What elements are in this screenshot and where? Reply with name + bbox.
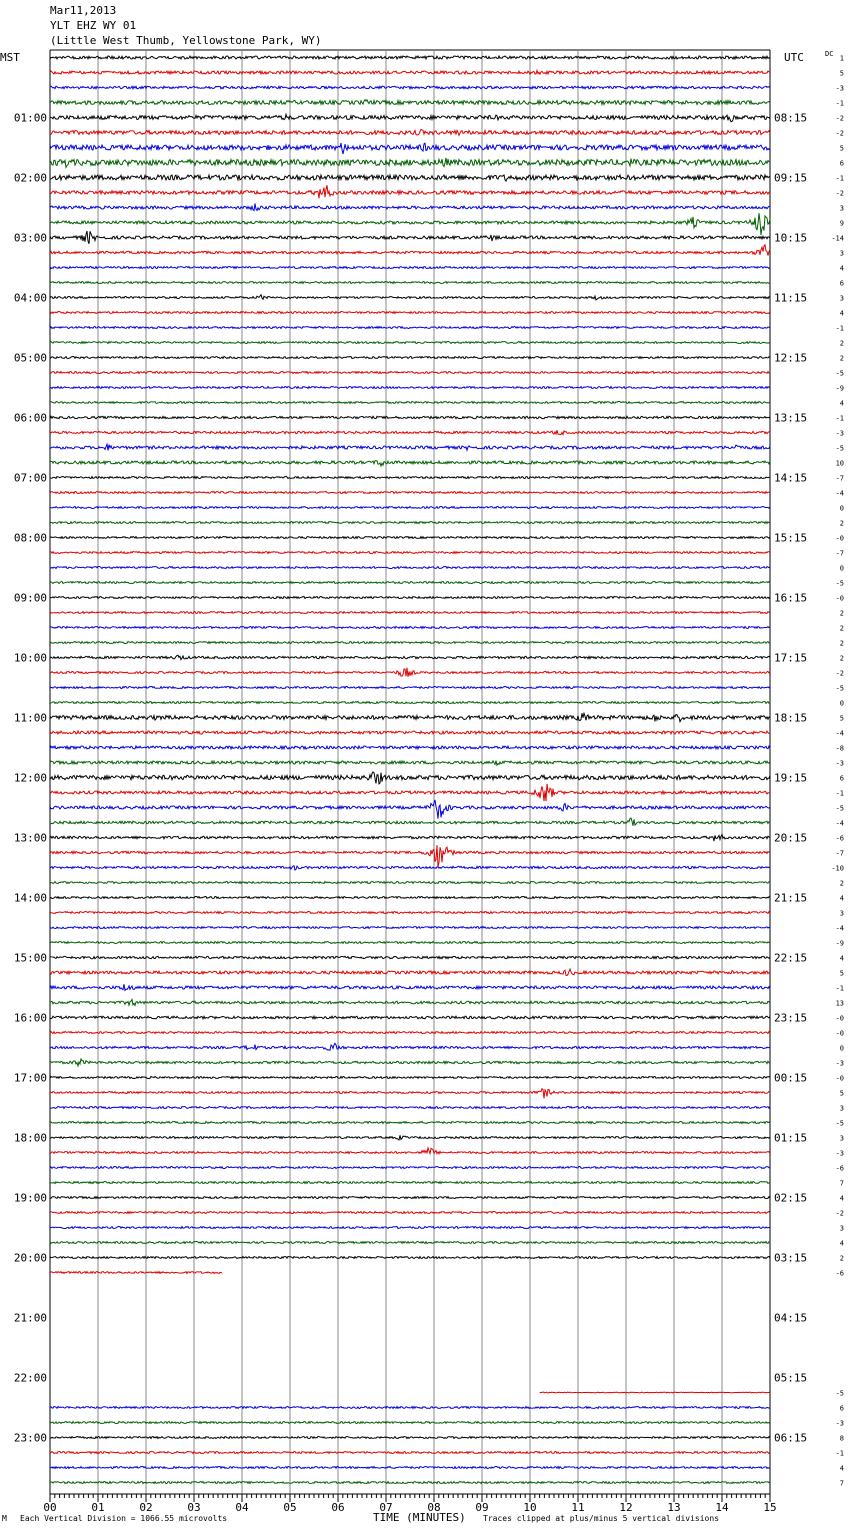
trace-row xyxy=(50,942,770,944)
utc-hour-label: 17:15 xyxy=(774,651,808,665)
trace-row xyxy=(50,761,770,766)
trace-row xyxy=(50,522,770,524)
dc-offset-value: -1 xyxy=(835,984,844,993)
trace-row xyxy=(540,1392,770,1393)
scale-note: Each Vertical Division = 1066.55 microvolts xyxy=(20,1514,228,1523)
dc-offset-value: 7 xyxy=(839,1479,844,1488)
trace-row xyxy=(50,1182,770,1184)
dc-offset-value: -7 xyxy=(835,474,844,483)
mst-hour-label: 21:00 xyxy=(13,1311,47,1325)
x-tick-label: 07 xyxy=(379,1501,393,1514)
utc-hour-label: 21:15 xyxy=(774,891,808,905)
dc-offset-value: 0 xyxy=(839,504,844,513)
dc-offset-value: 4 xyxy=(839,1239,844,1248)
trace-row xyxy=(50,1227,770,1229)
trace-row xyxy=(50,203,770,210)
dc-offset-value: -5 xyxy=(835,369,844,378)
dc-offset-value: -2 xyxy=(835,114,844,123)
trace-row xyxy=(50,1467,770,1469)
trace-row xyxy=(50,845,770,867)
dc-offset-value: 2 xyxy=(839,339,844,348)
dc-offset-value: -6 xyxy=(835,1164,844,1173)
trace-row xyxy=(50,1272,222,1274)
trace-row xyxy=(50,158,770,168)
dc-offset-value: -2 xyxy=(835,189,844,198)
dc-offset-value: -1 xyxy=(835,1449,844,1458)
dc-header: DC xyxy=(825,50,834,58)
dc-offset-value: -2 xyxy=(835,1209,844,1218)
trace-row xyxy=(50,668,770,677)
trace-row xyxy=(50,612,770,614)
dc-offset-value: -8 xyxy=(835,744,844,753)
trace-row xyxy=(50,231,770,244)
trace-row xyxy=(50,800,770,819)
trace-row xyxy=(50,70,770,74)
dc-offset-value: 6 xyxy=(839,774,844,783)
mst-hour-label: 22:00 xyxy=(13,1371,47,1385)
trace-row xyxy=(50,245,770,256)
utc-hour-label: 11:15 xyxy=(774,291,808,305)
trace-row xyxy=(50,927,770,929)
trace-row xyxy=(50,897,770,899)
dc-offset-value: -3 xyxy=(835,759,844,768)
mst-hour-label: 02:00 xyxy=(13,171,47,185)
dc-offset-value: 5 xyxy=(839,969,844,978)
dc-offset-value: -0 xyxy=(835,594,844,603)
utc-hour-label: 08:15 xyxy=(774,111,808,125)
dc-offset-value: -1 xyxy=(835,99,844,108)
dc-offset-value: 2 xyxy=(839,1254,844,1263)
mst-hour-label: 05:00 xyxy=(13,351,47,365)
trace-row xyxy=(50,713,770,721)
trace-row xyxy=(50,327,770,329)
dc-offset-value: -3 xyxy=(835,1149,844,1158)
utc-hour-label: 19:15 xyxy=(774,771,808,785)
x-tick-label: 01 xyxy=(91,1501,105,1514)
dc-offset-value: -10 xyxy=(831,864,844,873)
trace-row xyxy=(50,1407,770,1409)
dc-offset-value: -0 xyxy=(835,1014,844,1023)
trace-row xyxy=(50,1167,770,1169)
x-tick-label: 11 xyxy=(571,1501,585,1514)
mst-hour-label: 19:00 xyxy=(13,1191,47,1205)
dc-offset-value: 6 xyxy=(839,279,844,288)
dc-offset-value: -0 xyxy=(835,534,844,543)
x-axis-title: TIME (MINUTES) xyxy=(373,1511,466,1524)
dc-offset-value: 4 xyxy=(839,954,844,963)
trace-row xyxy=(50,175,770,181)
utc-hour-label: 16:15 xyxy=(774,591,808,605)
dc-offset-value: -3 xyxy=(835,429,844,438)
trace-row xyxy=(50,835,770,842)
dc-offset-value: 3 xyxy=(839,294,844,303)
mst-hour-label: 09:00 xyxy=(13,591,47,605)
dc-offset-value: -5 xyxy=(835,1389,844,1398)
trace-row xyxy=(50,295,770,300)
trace-row xyxy=(50,627,770,629)
x-tick-label: 02 xyxy=(139,1501,153,1514)
x-tick-label: 14 xyxy=(715,1501,729,1514)
trace-row xyxy=(50,1043,770,1050)
mst-hour-label: 11:00 xyxy=(13,711,47,725)
mst-hour-label: 13:00 xyxy=(13,831,47,845)
utc-hour-label: 04:15 xyxy=(774,1311,808,1325)
dc-offset-value: -2 xyxy=(835,669,844,678)
trace-row xyxy=(50,984,770,990)
seismic-traces xyxy=(50,56,770,1484)
dc-offset-value: 1 xyxy=(839,54,844,63)
trace-row xyxy=(50,267,770,269)
dc-offset-value: 2 xyxy=(839,624,844,633)
dc-offset-value: -7 xyxy=(835,549,844,558)
dc-offset-value: -1 xyxy=(835,789,844,798)
trace-row xyxy=(50,357,770,359)
dc-offset-value: 3 xyxy=(839,204,844,213)
dc-offset-value: 4 xyxy=(839,399,844,408)
trace-row xyxy=(50,702,770,704)
dc-offset-value: -5 xyxy=(835,804,844,813)
trace-row xyxy=(50,1242,770,1244)
trace-row xyxy=(50,999,770,1005)
dc-offset-value: 3 xyxy=(839,1224,844,1233)
utc-hour-label: 14:15 xyxy=(774,471,808,485)
trace-row xyxy=(50,1077,770,1079)
mst-hour-label: 17:00 xyxy=(13,1071,47,1085)
mst-hour-label: 08:00 xyxy=(13,531,47,545)
mst-hour-label: 14:00 xyxy=(13,891,47,905)
trace-row xyxy=(50,507,770,509)
trace-row xyxy=(50,1016,770,1019)
dc-offset-value: -14 xyxy=(831,234,844,243)
time-labels xyxy=(0,50,844,1488)
trace-row xyxy=(50,86,770,89)
trace-row xyxy=(50,746,770,749)
corner-mark: M xyxy=(2,1514,7,1523)
dc-offset-value: -1 xyxy=(835,174,844,183)
dc-offset-value: 13 xyxy=(835,999,844,1008)
mst-hour-label: 01:00 xyxy=(13,111,47,125)
x-tick-label: 10 xyxy=(523,1501,537,1514)
dc-offset-value: 4 xyxy=(839,1194,844,1203)
dc-offset-value: 10 xyxy=(835,459,844,468)
trace-row xyxy=(50,1107,770,1109)
mst-hour-label: 23:00 xyxy=(13,1431,47,1445)
dc-offset-value: 2 xyxy=(839,609,844,618)
dc-offset-value: 2 xyxy=(839,639,844,648)
trace-row xyxy=(50,100,770,105)
x-tick-label: 05 xyxy=(283,1501,297,1514)
trace-row xyxy=(50,818,770,826)
x-tick-label: 13 xyxy=(667,1501,681,1514)
dc-offset-value: -0 xyxy=(835,1074,844,1083)
trace-row xyxy=(50,1122,770,1124)
x-tick-label: 03 xyxy=(187,1501,201,1514)
dc-offset-value: 0 xyxy=(839,699,844,708)
dc-offset-value: -9 xyxy=(835,384,844,393)
mst-hour-label: 20:00 xyxy=(13,1251,47,1265)
x-tick-label: 15 xyxy=(763,1501,777,1514)
utc-hour-label: 22:15 xyxy=(774,951,808,965)
trace-row xyxy=(50,866,770,870)
station-code: YLT EHZ WY 01 xyxy=(50,19,137,32)
dc-offset-value: -6 xyxy=(835,1269,844,1278)
dc-offset-value: 3 xyxy=(839,249,844,258)
trace-row xyxy=(50,56,770,59)
mst-hour-label: 16:00 xyxy=(13,1011,47,1025)
trace-row xyxy=(50,882,770,884)
dc-offset-value: 4 xyxy=(839,264,844,273)
utc-hour-label: 15:15 xyxy=(774,531,808,545)
x-tick-label: 12 xyxy=(619,1501,633,1514)
dc-offset-value: 2 xyxy=(839,879,844,888)
trace-row xyxy=(50,567,770,569)
trace-row xyxy=(50,461,770,466)
trace-row xyxy=(50,312,770,314)
trace-row xyxy=(50,597,770,599)
x-tick-label: 08 xyxy=(427,1501,441,1514)
dc-offset-value: 3 xyxy=(839,1104,844,1113)
mst-hour-label: 03:00 xyxy=(13,231,47,245)
dc-offset-value: 5 xyxy=(839,714,844,723)
dc-offset-value: 4 xyxy=(839,1464,844,1473)
trace-row xyxy=(50,387,770,389)
dc-offset-value: -4 xyxy=(835,489,844,498)
dc-offset-value: -7 xyxy=(835,849,844,858)
dc-offset-value: -6 xyxy=(835,834,844,843)
trace-row xyxy=(50,1212,770,1214)
dc-offset-value: -3 xyxy=(835,1059,844,1068)
utc-hour-label: 12:15 xyxy=(774,351,808,365)
mst-hour-label: 07:00 xyxy=(13,471,47,485)
x-tick-label: 06 xyxy=(331,1501,345,1514)
x-tick-label: 00 xyxy=(43,1501,57,1514)
utc-hour-label: 18:15 xyxy=(774,711,808,725)
trace-row xyxy=(50,1422,770,1424)
dc-offset-value: 2 xyxy=(839,654,844,663)
trace-row xyxy=(50,1089,770,1098)
trace-row xyxy=(50,731,770,734)
trace-row xyxy=(50,1452,770,1454)
dc-offset-value: 5 xyxy=(839,144,844,153)
dc-offset-value: 6 xyxy=(839,1404,844,1413)
trace-row xyxy=(50,537,770,539)
utc-hour-label: 20:15 xyxy=(774,831,808,845)
utc-hour-label: 03:15 xyxy=(774,1251,808,1265)
dc-offset-value: 5 xyxy=(839,1089,844,1098)
trace-row xyxy=(50,956,770,958)
dc-offset-value: -1 xyxy=(835,414,844,423)
dc-offset-value: 0 xyxy=(839,564,844,573)
station-location: (Little West Thumb, Yellowstone Park, WY) xyxy=(50,34,322,47)
trace-row xyxy=(50,213,770,235)
trace-row xyxy=(50,969,770,976)
utc-hour-label: 09:15 xyxy=(774,171,808,185)
dc-offset-value: 3 xyxy=(839,909,844,918)
utc-hour-label: 10:15 xyxy=(774,231,808,245)
trace-row xyxy=(50,477,770,479)
mst-hour-label: 15:00 xyxy=(13,951,47,965)
dc-offset-value: -5 xyxy=(835,444,844,453)
dc-offset-value: 2 xyxy=(839,354,844,363)
dc-offset-value: -4 xyxy=(835,924,844,933)
trace-row xyxy=(50,784,770,801)
dc-offset-value: -0 xyxy=(835,1029,844,1038)
dc-offset-value: 6 xyxy=(839,159,844,168)
trace-row xyxy=(50,912,770,914)
trace-row xyxy=(50,130,770,136)
mst-hour-label: 12:00 xyxy=(13,771,47,785)
dc-offset-value: -4 xyxy=(835,819,844,828)
dc-offset-value: 2 xyxy=(839,519,844,528)
dc-offset-value: -3 xyxy=(835,84,844,93)
dc-offset-value: 4 xyxy=(839,309,844,318)
mst-hour-label: 04:00 xyxy=(13,291,47,305)
plot-date: Mar11,2013 xyxy=(50,4,117,17)
trace-row xyxy=(50,1059,770,1066)
dc-offset-value: -5 xyxy=(835,1119,844,1128)
trace-row xyxy=(50,552,770,554)
utc-hour-label: 00:15 xyxy=(774,1071,808,1085)
trace-row xyxy=(50,1482,770,1484)
trace-row xyxy=(50,1032,770,1034)
dc-offset-value: -1 xyxy=(835,324,844,333)
trace-row xyxy=(50,342,770,344)
dc-offset-value: -3 xyxy=(835,1419,844,1428)
dc-offset-value: -2 xyxy=(835,129,844,138)
trace-row xyxy=(50,642,770,644)
dc-offset-value: -4 xyxy=(835,729,844,738)
trace-row xyxy=(50,114,770,121)
trace-row xyxy=(50,402,770,404)
dc-offset-value: 0 xyxy=(839,1044,844,1053)
trace-row xyxy=(50,1437,770,1439)
dc-offset-value: -9 xyxy=(835,939,844,948)
trace-row xyxy=(50,582,770,584)
dc-offset-value: 9 xyxy=(839,219,844,228)
trace-row xyxy=(50,143,770,154)
dc-offset-value: 7 xyxy=(839,1179,844,1188)
right-axis-title: UTC xyxy=(784,51,804,64)
trace-row xyxy=(50,1135,770,1140)
x-tick-label: 04 xyxy=(235,1501,249,1514)
trace-row xyxy=(50,1197,770,1199)
utc-hour-label: 01:15 xyxy=(774,1131,808,1145)
trace-row xyxy=(50,372,770,374)
trace-row xyxy=(50,655,770,659)
trace-row xyxy=(50,444,770,450)
utc-hour-label: 02:15 xyxy=(774,1191,808,1205)
mst-hour-label: 10:00 xyxy=(13,651,47,665)
x-tick-label: 09 xyxy=(475,1501,489,1514)
dc-offset-value: 3 xyxy=(839,1134,844,1143)
trace-row xyxy=(50,687,770,689)
dc-offset-value: -5 xyxy=(835,684,844,693)
trace-row xyxy=(50,185,770,198)
clip-note: Traces clipped at plus/minus 5 vertical divisions xyxy=(483,1514,720,1523)
trace-row xyxy=(50,430,770,435)
utc-hour-label: 23:15 xyxy=(774,1011,808,1025)
left-axis-title: MST xyxy=(0,51,20,64)
trace-row xyxy=(50,282,770,284)
dc-offset-value: 8 xyxy=(839,1434,844,1443)
trace-row xyxy=(50,416,770,418)
trace-row xyxy=(50,1257,770,1259)
mst-hour-label: 18:00 xyxy=(13,1131,47,1145)
trace-row xyxy=(50,1148,770,1154)
utc-hour-label: 13:15 xyxy=(774,411,808,425)
trace-row xyxy=(50,772,770,784)
dc-offset-value: 4 xyxy=(839,894,844,903)
dc-offset-value: -5 xyxy=(835,579,844,588)
utc-hour-label: 06:15 xyxy=(774,1431,808,1445)
mst-hour-label: 06:00 xyxy=(13,411,47,425)
trace-row xyxy=(50,492,770,494)
utc-hour-label: 05:15 xyxy=(774,1371,808,1385)
dc-offset-value: 5 xyxy=(839,69,844,78)
